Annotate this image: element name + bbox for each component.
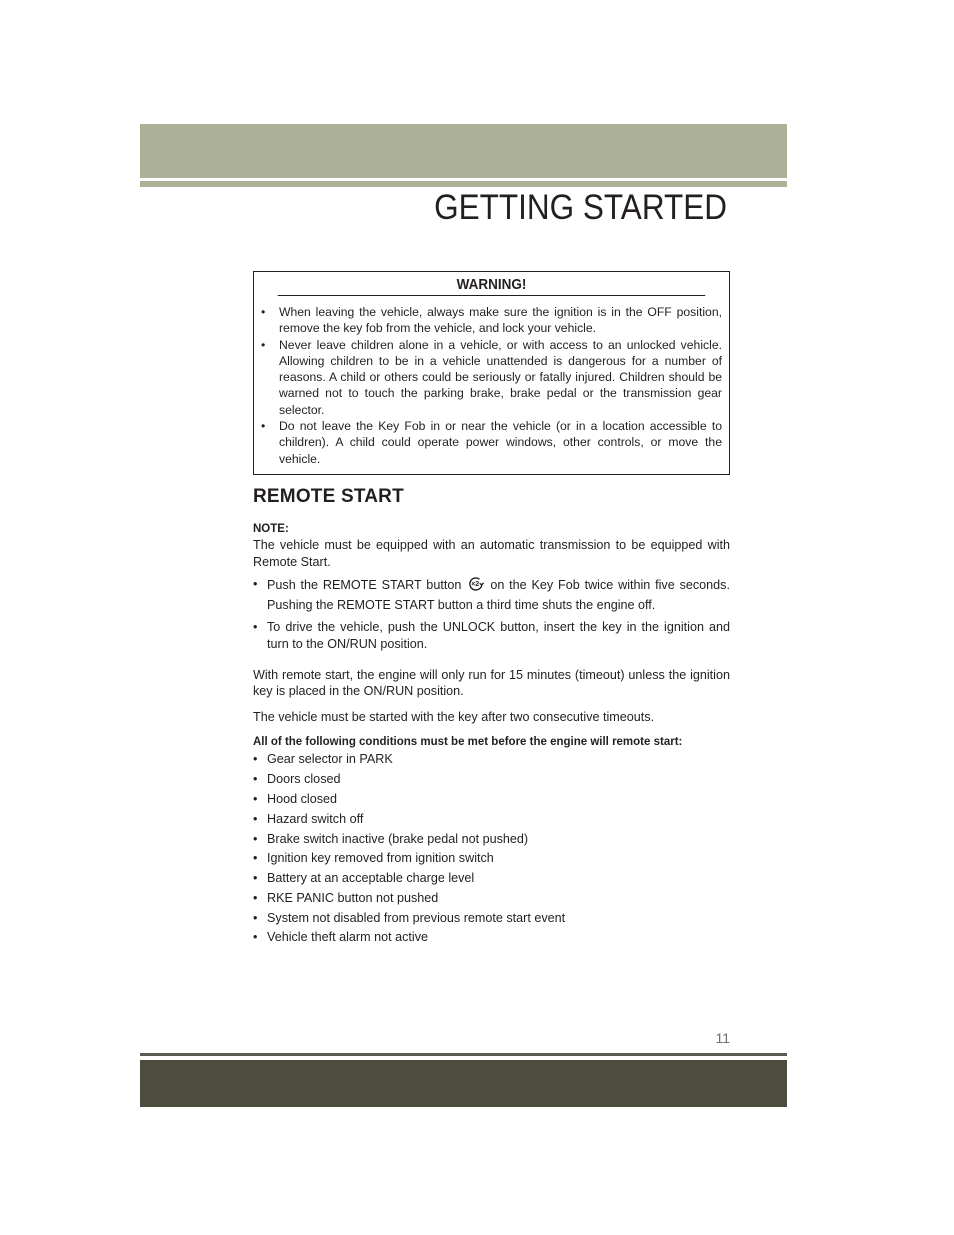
page-number: 11 [715, 1030, 730, 1046]
warning-item: • Do not leave the Key Fob in or near the vehicle (or in a location accessible to children). A child could operate power windows, other controls, or move the vehicle. [279, 418, 722, 467]
remote-start-x2-icon [467, 576, 485, 597]
timeout-text: With remote start, the engine will only run for 15 minutes (timeout) unless the ignition key is placed in the ON/RUN position. [253, 667, 730, 699]
warning-box [253, 271, 730, 475]
header-rule [140, 181, 787, 187]
warning-item: • When leaving the vehicle, always make sure the ignition is in the OFF position, remove the key fob from the vehicle, and lock your vehicle. [279, 304, 722, 337]
header-band [140, 124, 787, 178]
page-content [253, 271, 730, 946]
condition-item: • Brake switch inactive (brake pedal not pushed) [253, 831, 730, 847]
conditions-heading: All of the following conditions must be met before the engine will remote start: [253, 736, 683, 749]
warning-item: • Never leave children alone in a vehicle, or with access to an unlocked vehicle. Allowing children to be in a vehicle unattended is dangerous for a number of reasons. A child or others could be seriously or fatally injured. Children should be warned not to touch the parking brake, brake pedal or the transmission gear selector. [279, 337, 722, 418]
remote-start-icon-label: ×2 [471, 581, 480, 589]
push-step-text: Push the REMOTE START button [267, 578, 462, 593]
condition-item: • Hood closed [253, 791, 730, 807]
condition-item: • System not disabled from previous remote start event [253, 910, 730, 926]
push-step-text-cont: on the Key Fob twice within five seconds. Pushing the REMOTE START button a third time shuts the engine off. [267, 578, 730, 612]
remote-start-steps [253, 576, 730, 652]
condition-item: • Hazard switch off [253, 811, 730, 827]
warning-list [254, 296, 729, 474]
condition-item: • Vehicle theft alarm not active [253, 929, 730, 945]
drive-step: • To drive the vehicle, push the UNLOCK button, insert the key in the ignition and turn to the ON/RUN position. [253, 619, 730, 652]
conditions-list [253, 751, 730, 946]
warning-title: WARNING! [278, 272, 706, 296]
condition-item: • Battery at an acceptable charge level [253, 870, 730, 886]
note-label: NOTE: [253, 522, 289, 535]
push-remote-start-step [253, 576, 730, 613]
footer-rule [140, 1053, 787, 1056]
condition-item: • Gear selector in PARK [253, 751, 730, 767]
condition-item: • Doors closed [253, 771, 730, 787]
condition-item: • Ignition key removed from ignition switch [253, 850, 730, 866]
remote-start-heading: REMOTE START [253, 485, 404, 507]
note-text: The vehicle must be equipped with an automatic transmission to be equipped with Remote Start. [253, 537, 730, 569]
condition-item: • RKE PANIC button not pushed [253, 890, 730, 906]
footer-band [140, 1060, 787, 1107]
consecutive-timeouts-text: The vehicle must be started with the key after two consecutive timeouts. [253, 709, 655, 724]
section-title: GETTING STARTED [434, 188, 727, 227]
